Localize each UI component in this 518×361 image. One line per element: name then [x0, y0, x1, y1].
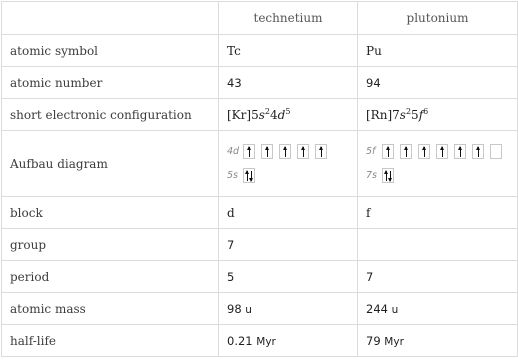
spin-up-arrow-icon [406, 147, 407, 157]
orbital-box [261, 144, 273, 159]
plutonium-atomic-symbol: Pu [358, 35, 518, 67]
plutonium-atomic-number: 94 [358, 67, 518, 99]
table-row [2, 261, 518, 293]
row-label-group: group [2, 229, 219, 261]
spin-up-arrow-icon [303, 147, 304, 157]
column-header-plutonium: plutonium [358, 2, 518, 35]
technetium-aufbau-diagram [219, 131, 358, 197]
spin-down-arrow-icon [251, 171, 252, 181]
table-row [2, 229, 518, 261]
shell-label: 5s [227, 170, 238, 181]
plutonium-electron-config [358, 99, 518, 131]
orbital-box [400, 144, 412, 159]
spin-up-arrow-icon [267, 147, 268, 157]
aufbau-shell-row [227, 168, 349, 183]
technetium-period: 5 [219, 261, 358, 293]
spin-up-arrow-icon [460, 147, 461, 157]
spin-up-arrow-icon [388, 147, 389, 157]
comparison-table [1, 1, 518, 357]
config-principal: 5 [251, 107, 259, 122]
half-life-unit: Myr [384, 335, 404, 348]
orbital-box [454, 144, 466, 159]
config-subshell: f [418, 107, 424, 122]
config-principal: 5 [411, 107, 419, 122]
aufbau-shell-row [227, 144, 349, 159]
row-label-atomic-symbol: atomic symbol [2, 35, 219, 67]
shell-label: 4d [227, 146, 240, 157]
config-subshell: d [277, 107, 286, 122]
row-label-period: period [2, 261, 219, 293]
table-row [2, 67, 518, 99]
plutonium-period: 7 [358, 261, 518, 293]
table-row [2, 293, 518, 325]
orbital-box [382, 168, 394, 183]
plutonium-group [358, 229, 518, 261]
table-row [2, 325, 518, 357]
plutonium-aufbau-diagram [358, 131, 518, 197]
table-row [2, 99, 518, 131]
config-subshell: s [258, 107, 265, 122]
orbital-box [436, 144, 448, 159]
spin-up-arrow-icon [424, 147, 425, 157]
row-label-atomic-mass: atomic mass [2, 293, 219, 325]
shell-label: 7s [366, 170, 377, 181]
orbital-box [297, 144, 309, 159]
technetium-group: 7 [219, 229, 358, 261]
table-row [2, 197, 518, 229]
config-core: [Rn] [366, 107, 393, 122]
column-header-technetium: technetium [219, 2, 358, 35]
mass-unit: u [391, 303, 399, 316]
row-label-electron-config: short electronic configuration [2, 99, 219, 131]
orbital-box [279, 144, 291, 159]
shell-label: 5f [366, 146, 376, 157]
technetium-block: d [219, 197, 358, 229]
orbital-box [243, 144, 255, 159]
spin-up-arrow-icon [249, 147, 250, 157]
aufbau-diagram [227, 144, 349, 183]
plutonium-block: f [358, 197, 518, 229]
mass-value: 244 [366, 301, 388, 316]
header-row [2, 2, 518, 35]
half-life-value: 79 [366, 333, 381, 348]
row-label-aufbau-diagram: Aufbau diagram [2, 131, 219, 197]
technetium-electron-config [219, 99, 358, 131]
spin-up-arrow-icon [321, 147, 322, 157]
row-label-block: block [2, 197, 219, 229]
spin-up-arrow-icon [478, 147, 479, 157]
orbital-box [472, 144, 484, 159]
plutonium-atomic-mass [358, 293, 518, 325]
spin-up-arrow-icon [285, 147, 286, 157]
half-life-unit: Myr [256, 335, 276, 348]
spin-up-arrow-icon [247, 171, 248, 181]
orbital-box [243, 168, 255, 183]
config-exponent: 2 [405, 106, 412, 116]
technetium-atomic-mass [219, 293, 358, 325]
aufbau-shell-row [366, 168, 509, 183]
corner-cell [2, 2, 219, 35]
orbital-box [382, 144, 394, 159]
row-label-half-life: half-life [2, 325, 219, 357]
orbital-box [490, 144, 502, 159]
config-exponent: 5 [285, 106, 291, 116]
spin-up-arrow-icon [386, 171, 387, 181]
config-principal: 4 [269, 107, 278, 122]
technetium-atomic-number: 43 [219, 67, 358, 99]
orbital-box [418, 144, 430, 159]
half-life-value: 0.21 [227, 333, 253, 348]
technetium-atomic-symbol: Tc [219, 35, 358, 67]
config-principal: 7 [392, 107, 400, 122]
spin-up-arrow-icon [442, 147, 443, 157]
aufbau-shell-row [366, 144, 509, 159]
aufbau-diagram [366, 144, 509, 183]
mass-unit: u [245, 303, 252, 316]
config-exponent: 6 [423, 106, 429, 116]
config-subshell: s [399, 107, 406, 122]
row-label-atomic-number: atomic number [2, 67, 219, 99]
spin-down-arrow-icon [390, 171, 391, 181]
mass-value: 98 [227, 301, 242, 316]
orbital-box [315, 144, 327, 159]
config-core: [Kr] [227, 107, 252, 122]
config-exponent: 2 [264, 106, 270, 116]
table-row [2, 35, 518, 67]
technetium-half-life [219, 325, 358, 357]
table-row [2, 131, 518, 197]
plutonium-half-life [358, 325, 518, 357]
